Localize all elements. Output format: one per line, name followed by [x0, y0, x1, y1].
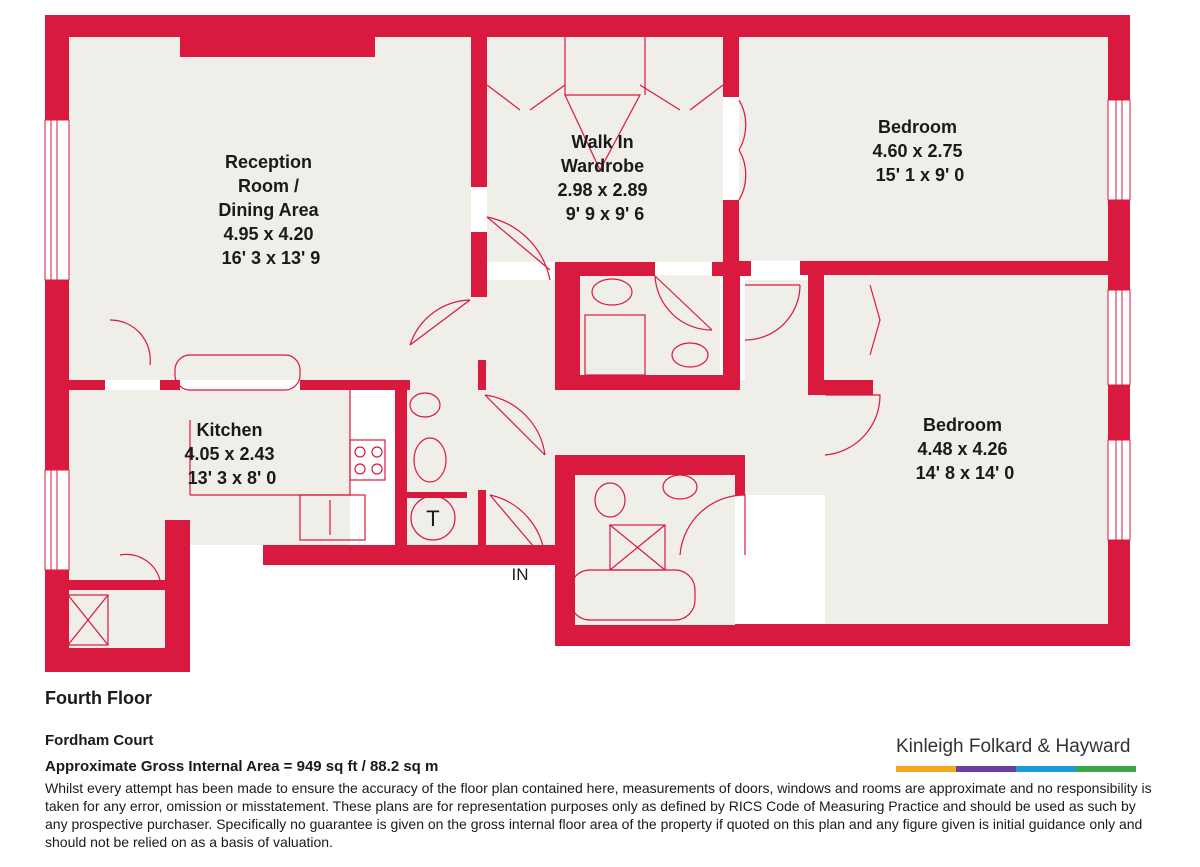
entrance-label: IN [511, 565, 529, 584]
disclaimer: Whilst every attempt has been made to ensure the accuracy of the floor plan contained here, measurements of doors, windows and rooms are approximate and no responsibility is taken for any error, omission or misstatement. These plans are for representation purposes only as defined by RICS Code of Measuring Practice and should be used as such by any prospective purchaser. Specifically no guarantee is given on the gross internal floor area of the property if quoted on this plan and any figure given is initial guidance only and should not be relied on as a basis of valuation. [45, 780, 1152, 850]
bedroom-1-label: Bedroom 4.60 x 2.75 15' 1 x 9' 0 [872, 117, 965, 185]
brand-logo [896, 736, 1136, 772]
brand-bar-segment [956, 766, 1016, 772]
brand-color-bar [896, 766, 1136, 772]
brand-bar-segment [1016, 766, 1076, 772]
floor-title: Fourth Floor [45, 688, 152, 708]
building-name: Fordham Court [45, 732, 154, 749]
brand-bar-segment [1076, 766, 1136, 772]
gross-area: Approximate Gross Internal Area = 949 sq ft / 88.2 sq m [45, 758, 439, 775]
bedroom-2-label: Bedroom 4.48 x 4.26 14' 8 x 14' 0 [915, 415, 1015, 483]
brand-name: Kinleigh Folkard & Hayward [896, 736, 1131, 757]
brand-bar-segment [896, 766, 956, 772]
reception-label: Reception Room / Dining Area 4.95 x 4.20 16' 3 x 13' 9 [218, 152, 321, 268]
kitchen-label: Kitchen 4.05 x 2.43 13' 3 x 8' 0 [184, 420, 277, 488]
tank-label: T [426, 506, 440, 531]
walkin-wardrobe-label: Walk In Wardrobe 2.98 x 2.89 9' 9 x 9' 6 [557, 132, 648, 224]
